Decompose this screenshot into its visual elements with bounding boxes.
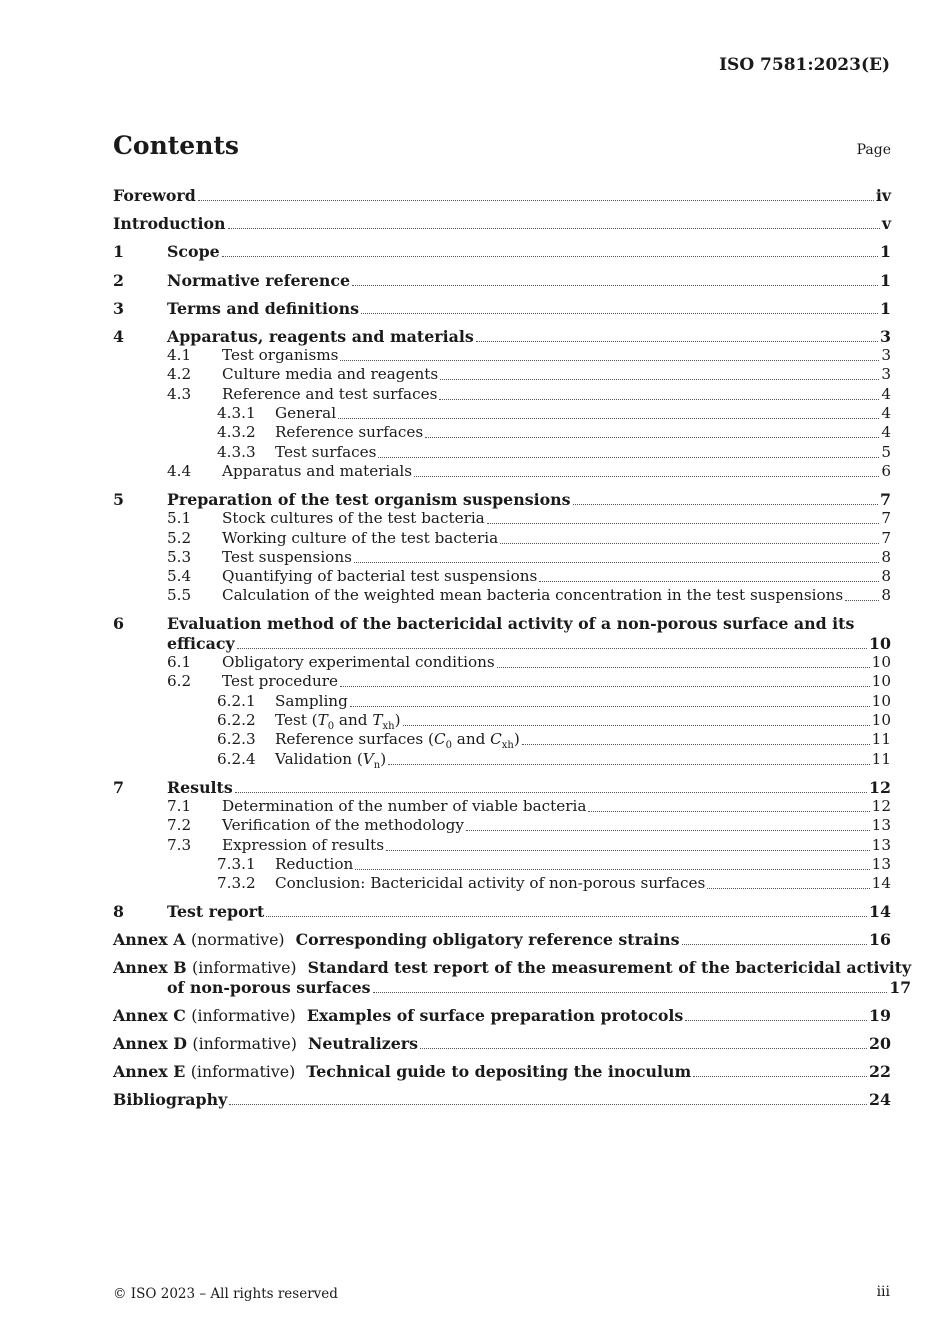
leader-dots: [487, 523, 880, 524]
toc-entry-title-line1: [113, 958, 911, 977]
annex-label: Annex B: [113, 958, 187, 978]
toc-entry[interactable]: [113, 816, 891, 835]
toc-entry-title: Sampling: [275, 691, 348, 710]
toc-entry-number: 6.2.1: [217, 691, 256, 710]
toc-entry-title: Test organisms: [222, 346, 339, 365]
toc-entry[interactable]: [113, 528, 891, 547]
leader-dots: [378, 457, 879, 458]
leader-dots: [237, 648, 867, 649]
toc-entry-number: 7.3: [167, 835, 192, 854]
toc-entry-number: 4.4: [167, 461, 192, 480]
toc-entry-number: 4.1: [167, 346, 192, 365]
toc-entry-title: Preparation of the test organism suspensions: [167, 489, 571, 509]
toc-entry-number: 6.1: [167, 653, 192, 672]
toc-annex-entry[interactable]: [113, 1034, 891, 1053]
toc-entry-title: Results: [167, 777, 233, 797]
toc-entry-number: 5.5: [167, 586, 192, 605]
toc-entry-page: 11: [871, 749, 891, 768]
toc-entry-title: Test procedure: [222, 672, 339, 691]
toc-entry-number: 6.2.2: [217, 711, 256, 729]
annex-type: (informative): [191, 1005, 296, 1025]
leader-dots: [425, 437, 879, 438]
toc-entry-number: 7.2: [167, 816, 192, 835]
leader-dots: [235, 792, 867, 793]
toc-entry-page: 24: [869, 1090, 891, 1110]
toc-entry-page: 20: [869, 1033, 891, 1053]
toc-entry-title: Quantifying of bacterial test suspensions: [222, 567, 538, 586]
math-subscript: 0: [327, 721, 335, 733]
leader-dots: [373, 992, 888, 993]
toc-entry-page: 3: [881, 346, 891, 365]
toc-entry-title: Test surfaces: [275, 442, 377, 461]
toc-entry-page: 7: [880, 489, 891, 509]
toc-entry-page: 8: [881, 567, 891, 586]
toc-entry[interactable]: [113, 614, 891, 653]
leader-dots: [340, 686, 870, 687]
leader-dots: [352, 285, 878, 286]
toc-entry[interactable]: [113, 749, 891, 771]
annex-type: (normative): [190, 930, 285, 950]
toc-entry-number: 4.3: [167, 384, 192, 403]
toc-entry-title-line1: Evaluation method of the bactericidal activity of a non-porous surface and its: [167, 614, 855, 634]
toc-entry[interactable]: [113, 691, 891, 710]
leader-dots: [539, 581, 879, 582]
toc-annex-entry[interactable]: [113, 1006, 891, 1025]
toc-entry-number: 7.3.2: [217, 874, 256, 893]
toc-entry-title: Conclusion: Bactericidal activity of non-porous surfaces: [275, 874, 706, 893]
toc-entry[interactable]: [113, 777, 891, 796]
toc-entry-title: Bibliography: [113, 1090, 228, 1110]
toc-entry-number: 4.3.3: [217, 442, 256, 461]
math-variable: C: [490, 730, 502, 749]
math-subscript: 0: [445, 740, 452, 752]
toc-entry-page: 13: [871, 816, 891, 835]
toc-entry-page: 7: [881, 509, 891, 528]
toc-entry-page: 4: [881, 403, 891, 422]
annex-title: Examples of surface preparation protocols: [306, 1005, 684, 1025]
toc-entry-line2: [167, 634, 891, 653]
toc-entry-number: 7.3.1: [217, 854, 256, 873]
toc-entry-page: 10: [869, 633, 891, 653]
toc-entry-title: Reduction: [275, 854, 354, 873]
toc-entry[interactable]: [113, 567, 891, 586]
leader-dots: [682, 944, 868, 945]
toc-entry-title: Apparatus and materials: [222, 461, 413, 480]
leader-dots: [693, 1076, 867, 1077]
toc-entry-number: 5: [113, 489, 124, 509]
toc-entry[interactable]: [113, 874, 891, 893]
toc-entry-number: 8: [113, 902, 124, 922]
leader-dots: [845, 600, 879, 601]
toc-entry-number: 5.4: [167, 567, 192, 586]
title-text-mid: and: [334, 711, 373, 729]
toc-entry-multiline: [113, 958, 911, 997]
toc-entry-page: 10: [871, 653, 891, 672]
toc-entry-page: 10: [871, 672, 891, 691]
toc-entry-page: 10: [871, 691, 891, 710]
toc-entry-title: Normative reference: [167, 270, 351, 290]
toc-entry[interactable]: [113, 442, 891, 461]
toc-entry-title: Verification of the methodology: [222, 816, 464, 835]
math-variable: C: [433, 730, 446, 749]
annex-label: Annex E: [113, 1062, 186, 1082]
annex-title: Corresponding obligatory reference strains: [295, 930, 680, 950]
toc-entry-title: Reference and test surfaces: [222, 384, 438, 403]
toc-entry-page: 11: [871, 730, 891, 749]
leader-dots: [588, 811, 869, 812]
toc-entry-page: 6: [881, 461, 891, 480]
toc-entry-title: [113, 1006, 683, 1025]
toc-entry-title-line2: efficacy: [167, 633, 235, 653]
toc-entry-title: Foreword: [113, 186, 196, 206]
toc-entry[interactable]: [113, 384, 891, 403]
toc-entry-page: 14: [871, 874, 891, 893]
toc-entry[interactable]: [113, 509, 891, 528]
toc-entry-page: 17: [889, 977, 912, 997]
leader-dots: [500, 543, 879, 544]
leader-dots: [228, 228, 880, 229]
toc-entry-page: 16: [869, 930, 891, 950]
toc-entry-number: 2: [113, 270, 124, 290]
leader-dots: [354, 562, 879, 563]
toc-entry-title: Determination of the number of viable bacteria: [222, 796, 587, 815]
toc-entry[interactable]: [113, 242, 891, 261]
toc-entry-page: 10: [871, 711, 891, 729]
leader-dots: [403, 725, 870, 726]
toc-entry-number: 5.3: [167, 547, 192, 566]
leader-dots: [685, 1020, 867, 1021]
toc-entry-page: 3: [880, 326, 891, 346]
toc-entry-number: 1: [113, 242, 124, 262]
leader-dots: [340, 360, 879, 361]
toc-annex-entry[interactable]: [113, 958, 912, 997]
toc-entry-number: 4.3.1: [217, 403, 256, 422]
toc-entry[interactable]: [113, 365, 891, 384]
toc-entry[interactable]: [113, 711, 891, 733]
toc-entry[interactable]: [113, 672, 891, 691]
toc-entry-page: 22: [869, 1062, 891, 1082]
leader-dots: [573, 504, 878, 505]
math-subscript: xh: [501, 740, 514, 752]
leader-dots: [414, 476, 879, 477]
toc-entry-page: 1: [880, 298, 891, 318]
leader-dots: [229, 1104, 867, 1105]
toc-entry-title: Working culture of the test bacteria: [222, 528, 499, 547]
toc-entry-title: General: [275, 403, 337, 422]
toc-entry[interactable]: [113, 214, 891, 233]
leader-dots: [355, 869, 869, 870]
leader-dots: [198, 200, 874, 201]
toc-entry-line2: [113, 977, 911, 996]
toc-entry-number: 6.2.3: [217, 730, 256, 749]
annex-title: Standard test report of the measurement of the bactericidal activity: [307, 958, 912, 978]
math-subscript: n: [373, 759, 381, 771]
toc-entry-number: 4.2: [167, 365, 192, 384]
toc-entry-title: [275, 730, 520, 752]
toc-entry-page: 8: [881, 586, 891, 605]
toc-entry-page: iv: [875, 186, 891, 206]
toc-entry-title: [113, 1034, 418, 1053]
leader-dots: [420, 1048, 867, 1049]
math-variable: V: [362, 749, 374, 768]
toc-entry-number: 5.1: [167, 509, 192, 528]
toc-entry-page: 4: [881, 423, 891, 442]
toc-entry[interactable]: [113, 404, 891, 423]
table-of-contents: [113, 186, 912, 1110]
math-variable: T: [372, 711, 383, 729]
toc-entry-title: [113, 1062, 691, 1081]
toc-annex-entry[interactable]: [113, 930, 891, 949]
toc-entry-title: Calculation of the weighted mean bacteria concentration in the test suspensions: [222, 586, 844, 605]
leader-dots: [266, 916, 867, 917]
toc-entry-number: 7: [113, 777, 124, 797]
toc-entry-page: 12: [869, 777, 891, 797]
leader-dots: [466, 830, 870, 831]
toc-entry-page: 4: [881, 384, 891, 403]
page-title: Contents: [113, 131, 240, 160]
leader-dots: [350, 706, 870, 707]
page-number: iii: [876, 1284, 890, 1300]
leader-dots: [361, 313, 878, 314]
toc-entry[interactable]: [113, 490, 891, 509]
toc-entry[interactable]: [113, 326, 891, 345]
annex-type: (informative): [192, 1033, 297, 1053]
leader-dots: [707, 888, 869, 889]
toc-entry-page: v: [881, 214, 891, 234]
title-text-mid: and: [451, 730, 491, 749]
leader-dots: [386, 850, 870, 851]
toc-entry-title-line2: of non-porous surfaces: [167, 977, 371, 997]
leader-dots: [388, 764, 870, 765]
toc-entry-title: Test suspensions: [222, 547, 352, 566]
annex-type: (informative): [190, 1062, 296, 1082]
toc-entry[interactable]: [113, 730, 891, 752]
toc-entry-page: 5: [881, 442, 891, 461]
math-variable: T: [317, 711, 328, 729]
toc-entry[interactable]: [113, 797, 891, 816]
page-column-label: Page: [856, 142, 891, 158]
toc-entry-title: [113, 930, 680, 949]
math-subscript: xh: [382, 721, 395, 733]
leader-dots: [338, 418, 879, 419]
toc-entry-title: Culture media and reagents: [222, 365, 439, 384]
toc-entry-title: Obligatory experimental conditions: [222, 653, 495, 672]
leader-dots: [522, 744, 870, 745]
toc-entry-number: 4: [113, 326, 124, 346]
toc-entry-number: 3: [113, 298, 124, 318]
toc-entry-page: 13: [871, 835, 891, 854]
toc-entry-number: 6: [113, 614, 124, 634]
title-text-suffix: ): [513, 730, 520, 749]
toc-entry-page: 7: [881, 528, 891, 547]
toc-entry-multiline: [167, 614, 891, 653]
toc-entry[interactable]: [113, 186, 891, 205]
toc-entry-number: 6.2.4: [217, 749, 256, 768]
toc-entry[interactable]: [113, 270, 891, 289]
annex-type: (informative): [192, 958, 297, 978]
leader-dots: [439, 399, 879, 400]
toc-entry[interactable]: [113, 423, 891, 442]
toc-entry-page: 14: [869, 902, 891, 922]
toc-annex-entry[interactable]: [113, 1062, 891, 1081]
title-text-prefix: Test (: [275, 711, 318, 729]
toc-entry-number: 5.2: [167, 528, 192, 547]
toc-entry-title: Introduction: [113, 214, 226, 234]
leader-dots: [476, 341, 878, 342]
toc-entry-title: Terms and definitions: [167, 298, 359, 318]
toc-entry-title: [275, 711, 401, 733]
toc-entry-title: Scope: [167, 242, 220, 262]
toc-entry-title: Expression of results: [222, 835, 384, 854]
document-id: ISO 7581:2023(E): [719, 55, 890, 75]
toc-entry-page: 8: [881, 547, 891, 566]
toc-entry-number: 7.1: [167, 796, 192, 815]
toc-entry-title: [275, 750, 386, 769]
toc-entry[interactable]: [113, 346, 891, 365]
toc-entry[interactable]: [113, 1090, 891, 1109]
toc-entry[interactable]: [113, 835, 891, 854]
toc-entry[interactable]: [113, 653, 891, 672]
toc-entry-title: Reference surfaces: [275, 423, 424, 442]
title-text-prefix: Validation (: [275, 749, 363, 768]
leader-dots: [440, 379, 879, 380]
toc-entry[interactable]: [113, 548, 891, 567]
toc-entry-title: Apparatus, reagents and materials: [167, 326, 474, 346]
toc-entry-title: Test report: [167, 902, 265, 922]
annex-label: Annex C: [113, 1005, 186, 1025]
toc-entry-page: 13: [871, 854, 891, 873]
toc-entry-title: Stock cultures of the test bacteria: [222, 509, 485, 528]
toc-entry-page: 1: [880, 242, 891, 262]
copyright-notice: © ISO 2023 – All rights reserved: [113, 1286, 338, 1302]
annex-title: Technical guide to depositing the inoculum: [306, 1062, 692, 1082]
toc-entry[interactable]: [113, 586, 891, 605]
annex-label: Annex A: [113, 930, 186, 950]
toc-entry-page: 19: [869, 1005, 891, 1025]
toc-entry[interactable]: [113, 298, 891, 317]
toc-entry[interactable]: [113, 462, 891, 481]
toc-entry-page: 1: [880, 270, 891, 290]
leader-dots: [497, 667, 870, 668]
title-text-suffix: ): [394, 711, 401, 729]
toc-entry-number: 6.2: [167, 672, 192, 691]
toc-entry-page: 3: [881, 365, 891, 384]
toc-entry-page: 12: [871, 796, 891, 815]
leader-dots: [222, 256, 878, 257]
toc-entry[interactable]: [113, 855, 891, 874]
title-text-suffix: ): [380, 749, 387, 768]
toc-entry-number: 4.3.2: [217, 423, 256, 442]
title-text-prefix: Reference surfaces (: [275, 730, 434, 749]
annex-title: Neutralizers: [307, 1033, 419, 1053]
annex-label: Annex D: [113, 1033, 187, 1053]
toc-entry[interactable]: [113, 902, 891, 921]
